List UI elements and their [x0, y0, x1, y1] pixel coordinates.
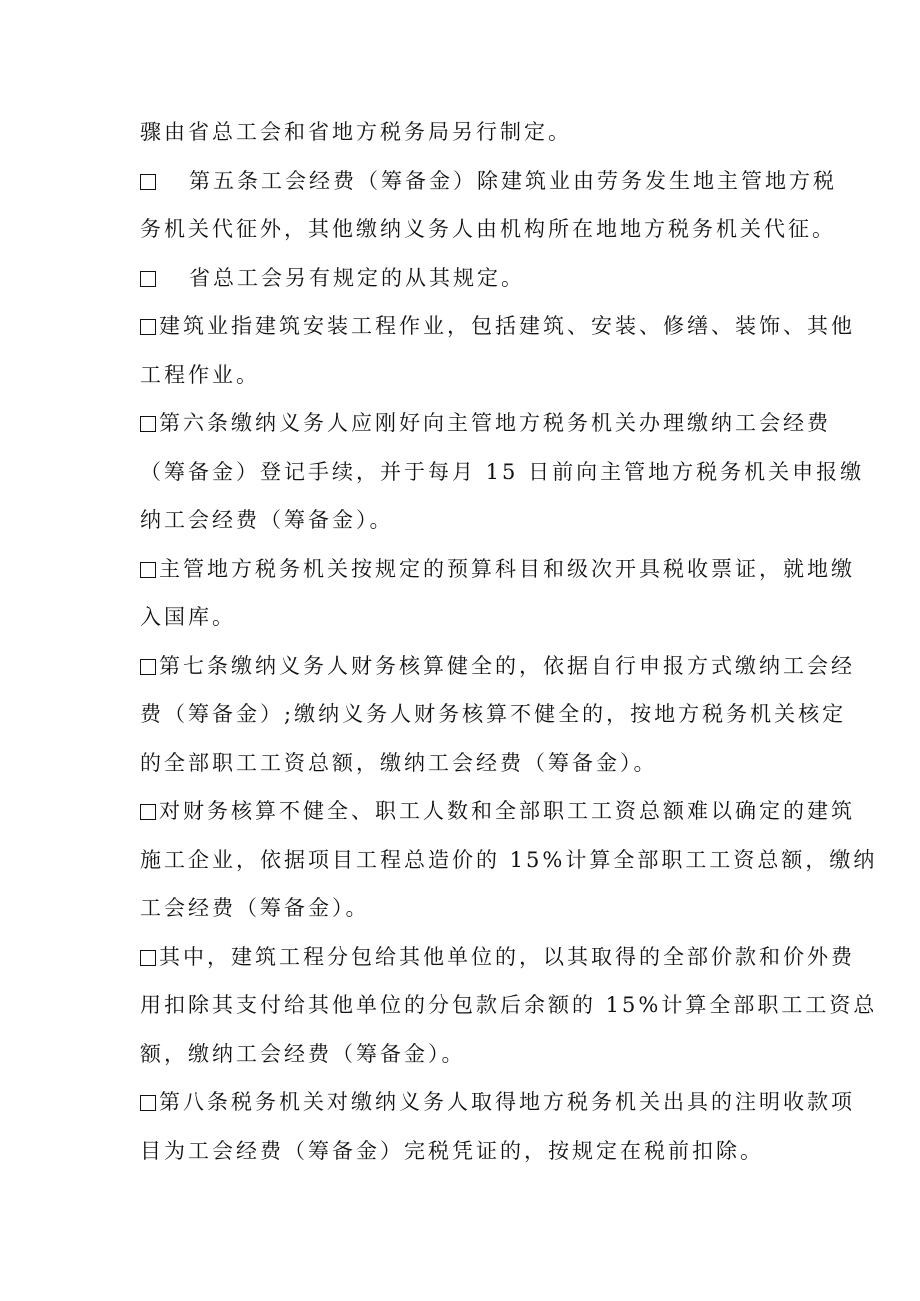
line-text: 额，缴纳工会经费（筹备金）。: [140, 1041, 466, 1066]
checkbox-glyph-icon: [140, 659, 156, 675]
text-line: [140, 399, 831, 448]
text-line: [140, 787, 855, 836]
text-line: [140, 108, 790, 157]
checkbox-glyph-icon: [140, 174, 156, 190]
line-text: 建筑业指建筑安装工程作业，包括建筑、安装、修缮、装饰、其他: [159, 314, 855, 338]
checkbox-glyph-icon: [140, 804, 156, 820]
line-text: 用扣除其支付给其他单位的分包款后余额的 15%计算全部职工工资总: [140, 993, 878, 1017]
line-text: 第五条工会经费（筹备金）除建筑业由劳务发生地主管地方税: [189, 168, 837, 193]
text-line: [140, 157, 837, 206]
text-line: [140, 351, 790, 400]
text-line: [140, 302, 855, 351]
line-text: 务机关代征外，其他缴纳义务人由机构所在地地方税务机关代征。: [140, 217, 836, 241]
line-text: 第八条税务机关对缴纳义务人取得地方税务机关出具的注明收款项: [159, 1090, 855, 1114]
line-text: 主管地方税务机关按规定的预算科目和级次开具税收票证，就地缴: [159, 556, 855, 581]
text-line: [140, 642, 855, 691]
text-line: [140, 884, 790, 933]
checkbox-glyph-icon: [140, 562, 156, 578]
text-line: [140, 836, 878, 885]
line-text: 其中，建筑工程分包给其他单位的，以其取得的全部价款和价外费: [159, 944, 855, 969]
line-text: 入国库。: [140, 605, 236, 629]
line-text: 工会经费（筹备金）。: [140, 896, 370, 920]
text-line: [140, 593, 790, 642]
document-page: [140, 108, 878, 1175]
line-text: 工程作业。: [140, 362, 260, 387]
line-text: 骤由省总工会和省地方税务局另行制定。: [140, 120, 572, 144]
text-line: [140, 545, 855, 594]
text-line: [140, 933, 855, 982]
text-line: [140, 254, 790, 303]
text-line: [140, 1030, 790, 1079]
checkbox-glyph-icon: [140, 271, 156, 287]
text-line: [140, 448, 865, 497]
checkbox-glyph-icon: [140, 950, 156, 966]
line-text: 目为工会经费（筹备金）完税凭证的，按规定在税前扣除。: [140, 1138, 764, 1163]
line-text: 对财务核算不健全、职工人数和全部职工工资总额难以确定的建筑: [159, 799, 855, 823]
checkbox-glyph-icon: [140, 416, 156, 432]
line-text: 省总工会另有规定的从其规定。: [189, 265, 525, 290]
text-line: [140, 981, 878, 1030]
line-text: （筹备金）登记手续，并于每月 15 日前向主管地方税务机关申报缴: [140, 459, 865, 484]
text-line: [140, 205, 836, 254]
checkbox-glyph-icon: [140, 1095, 156, 1111]
line-text: 第六条缴纳义务人应刚好向主管地方税务机关办理缴纳工会经费: [159, 411, 831, 435]
text-line: [140, 1127, 790, 1176]
text-line: [140, 1078, 855, 1127]
line-text: 费（筹备金）;缴纳义务人财务核算不健全的，按地方税务机关核定: [140, 702, 847, 726]
checkbox-glyph-icon: [140, 319, 156, 335]
line-text: 第七条缴纳义务人财务核算健全的，依据自行申报方式缴纳工会经: [159, 653, 855, 678]
text-line: [140, 496, 790, 545]
text-line: [140, 739, 790, 788]
line-text: 纳工会经费（筹备金）。: [140, 508, 394, 532]
line-text: 的全部职工工资总额，缴纳工会经费（筹备金）。: [140, 750, 658, 775]
line-text: 施工企业，依据项目工程总造价的 15%计算全部职工工资总额，缴纳: [140, 847, 878, 872]
text-line: [140, 690, 847, 739]
